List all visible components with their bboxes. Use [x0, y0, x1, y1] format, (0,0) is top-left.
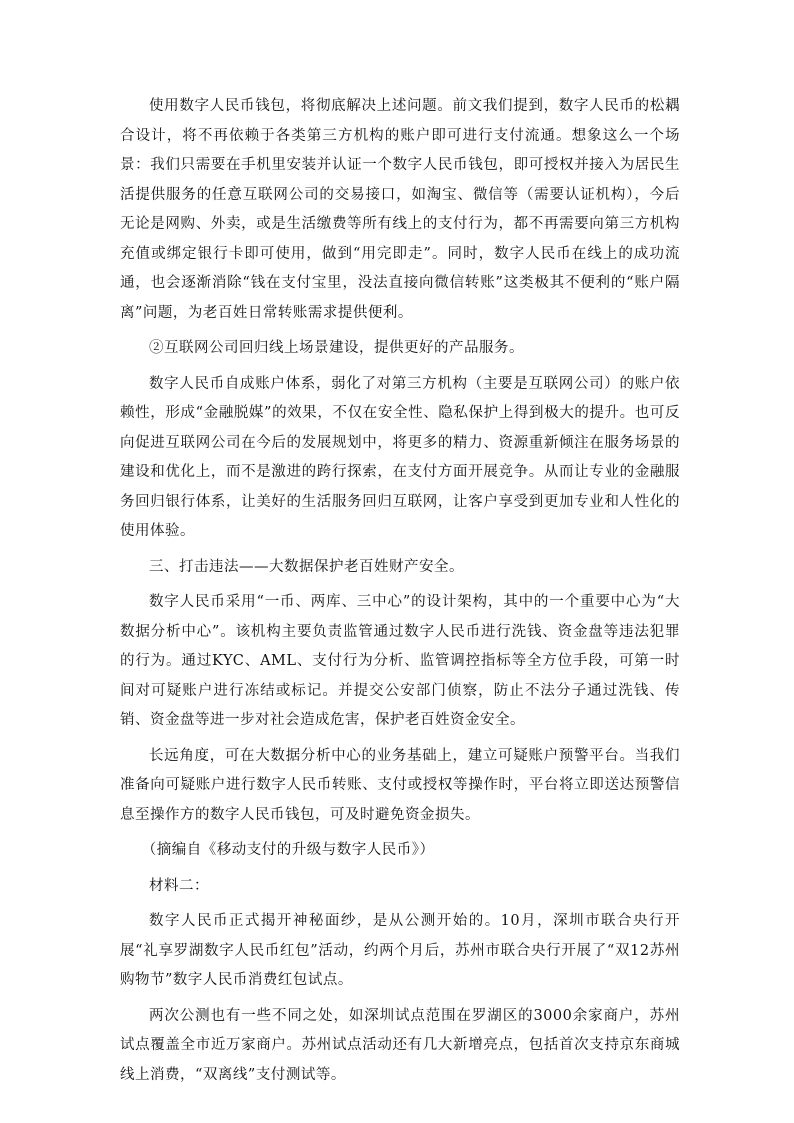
- section-heading-crime-fighting: 三、打击违法——大数据保护老百姓财产安全。: [149, 558, 464, 575]
- paragraph-digital-wallet: 使用数字人民币钱包，将彻底解决上述问题。前文我们提到，数字人民币的松耦合设计，将不再依赖于各类第三方机构的账户即可进行支付流通。想象这么一个场景：我们只需要在手机里安装并认证一个数字人民币钱包，即可授权并接入为居民生活提供服务的任意互联网公司的交易接口，如淘宝、微信等（需要认证机构），今后无论是网购、外卖，或是生活缴费等所有线上的支付行为，都不再需要向第三方机构充值或绑定银行卡即可使用，做到“用完即走”。同时，数字人民币在线上的成功流通，也会逐渐消除“钱在支付宝里，没法直接向微信转账”这类极其不便利的“账户隔离”问题，为老百姓日常转账需求提供便利。: [120, 98, 680, 321]
- paragraph-account-system: 数字人民币自成账户体系，弱化了对第三方机构（主要是互联网公司）的账户依赖性，形成“金融脱媒”的效果，不仅在安全性、隐私保护上得到极大的提升。也可反向促进互联网公司在今后的发展规划中，将更多的精力、资源重新倾注在服务场景的建设和优化上，而不是激进的跨行探索，在支付方面开展竞争。从而让专业的金融服务回归银行体系，让美好的生活服务回归互联网，让客户享受到更加专业和人性化的使用体验。: [120, 375, 680, 539]
- paragraph-public-test: 数字人民币正式揭开神秘面纱，是从公测开始的。10月，深圳市联合央行开展“礼享罗湖数字人民币红包”活动，约两个月后，苏州市联合央行开展了“双12苏州购物节”数字人民币消费红包试点。: [120, 913, 680, 988]
- paragraph-test-differences: 两次公测也有一些不同之处，如深圳试点范围在罗湖区的3000余家商户，苏州试点覆盖全市近万家商户。苏州试点活动还有几大新增亮点，包括首次支持京东商城线上消费，“双离线”支付测试等。: [120, 1007, 680, 1083]
- paragraph-internet-companies-heading: ②互联网公司回归线上场景建设，提供更好的产品服务。: [149, 340, 524, 356]
- material-two-label: 材料二：: [149, 877, 209, 894]
- document-page: [120, 92, 680, 1096]
- source-citation: （摘编自《移动支付的升级与数字人民币》）: [141, 842, 435, 858]
- paragraph-warning-platform: 长远角度，可在大数据分析中心的业务基础上，建立可疑账户预警平台。当我们准备向可疑账户进行数字人民币转账、支付或授权等操作时，平台将立即送达预警信息至操作方的数字人民币钱包，可及时避免资金损失。: [120, 747, 680, 823]
- paragraph-architecture: 数字人民币采用“一币、两库、三中心”的设计架构，其中的一个重要中心为“大数据分析中心”。该机构主要负责监管通过数字人民币进行洗钱、资金盘等违法犯罪的行为。通过KYC、AML、支付行为分析、监管调控指标等全方位手段，可第一时间对可疑账户进行冻结或标记。并提交公安部门侦察，防止不法分子通过洗钱、传销、资金盘等进一步对社会造成危害，保护老百姓资金安全。: [120, 594, 680, 728]
